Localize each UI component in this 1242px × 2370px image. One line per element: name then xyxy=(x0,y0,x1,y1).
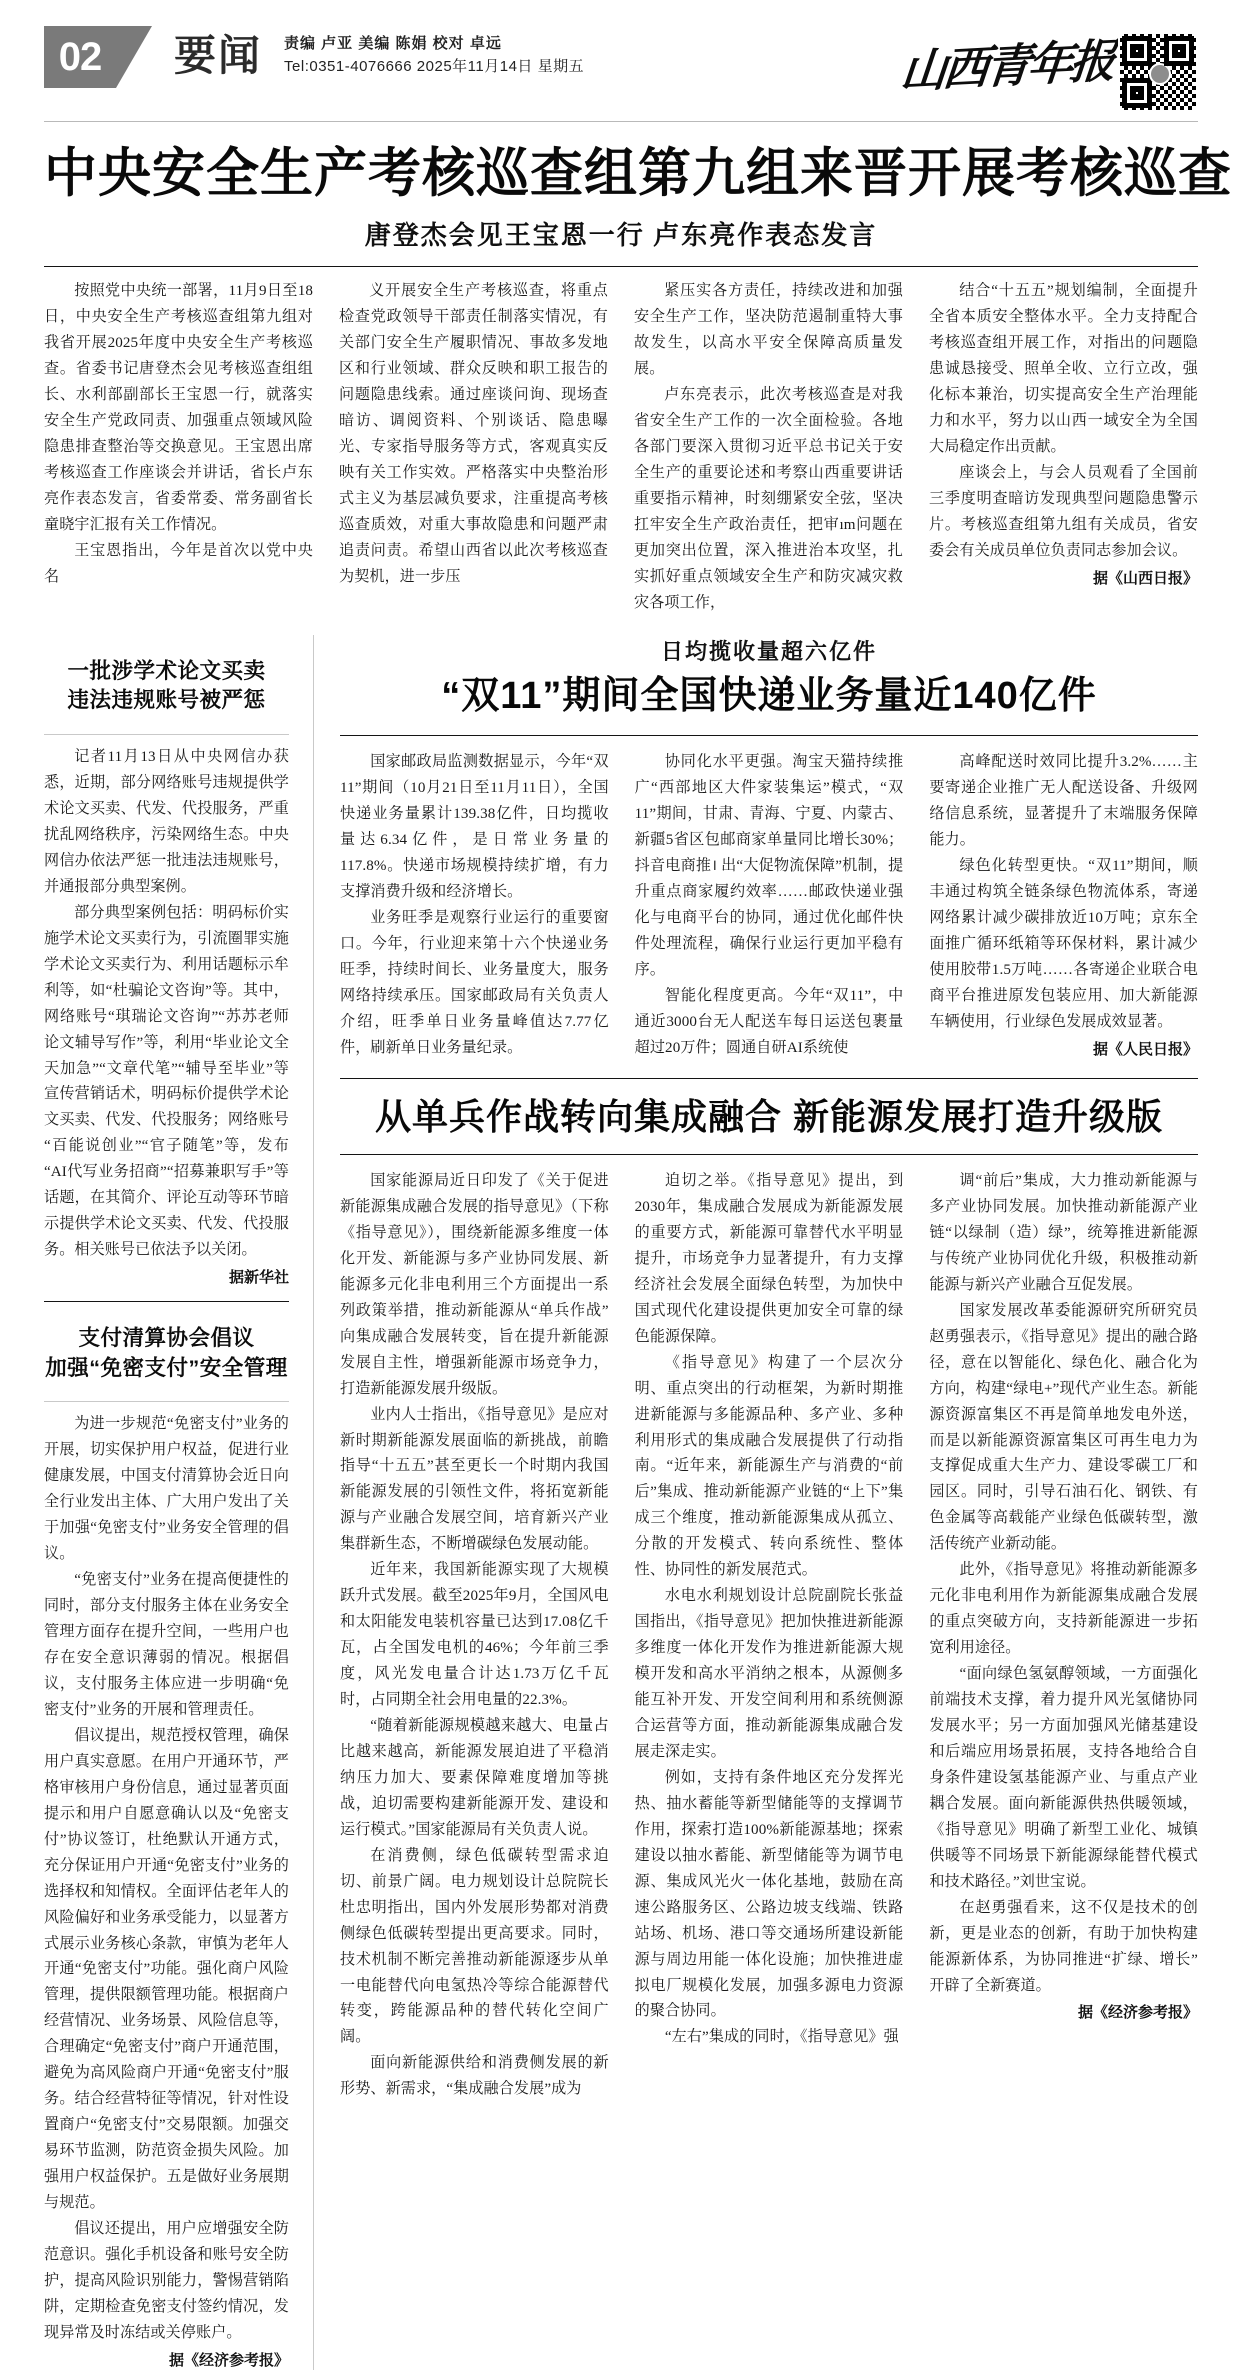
rail-story-1-headline-line-1: 一批涉学术论文买卖 xyxy=(67,658,266,683)
rail-story-1-headline xyxy=(44,657,289,716)
imprint-editors: 责编 卢亚 美编 陈娟 校对 卓远 xyxy=(284,35,502,52)
paragraph: 例如，支持有条件地区充分发挥光热、抽水蓄能等新型储能等的支撑调节作用，探索打造100%新能源基地；探索建设以抽水蓄能、新型储能等为调节电源、集成风光火一体化基地，鼓励在高速公路服务区、公路边坡支线端、铁路站场、机场、港口等交通场所建设新能源与周边用能一体化设施；加快推进虚拟电厂规模化发展，加强多源电力资源的聚合协同。 xyxy=(634,1769,904,2020)
paragraph: 近年来，我国新能源实现了大规模跃升式发展。截至2025年9月，全国风电和太阳能发电装机容量已达到17.08亿千瓦，占全国发电机的46%；今年前三季度，风光发电量合计达1.73万亿千瓦时，占同期全社会用电量的22.3%。 xyxy=(340,1562,609,1709)
paragraph: “面向绿色氢氨醇领域，一方面强化前端技术支撑，着力提升风光氢储协同发展水平；另一方面加强风光储基建设和后端应用场景拓展，支持各地给合自身条件建设氢基能源产业、与重点产业耦合发展。面向新能源供热供暖领域，《指导意见》明确了新型工业化、城镇供暖等不同场景下新能源绿能替代模式和技术路径。”刘世宝说。 xyxy=(929,1666,1198,1890)
left-rail xyxy=(44,635,314,2370)
paragraph: 绿色化转型更快。“双11”期间，顺丰通过构筑全链条绿色物流体系，寄递网络累计减少碳排放近10万吨；京东全面推广循环纸箱等环保材料，累计减少使用胶带1.5万吨……各寄递企业联合电商平台推进原发包装应用、加大新能源车辆使用，行业绿色发展成效显著。 xyxy=(929,858,1198,1030)
rail-story-2-headline-line-1: 支付清算协会倡议 xyxy=(78,1326,255,1351)
paragraph: 协同化水平更强。淘宝天猫持续推广“西部地区大件家装集运”模式，“双11”期间，甘肃、青海、宁夏、内蒙古、新疆5省区包邮商家单量同比增长30%；抖音电商推। 出“大促物流保障”机制，提升重点商家履约效率……邮政快递业强化与电商平台的协同，通过优化邮件快件处理流程，确保行业运行更加平稳有序。 xyxy=(634,754,904,978)
section-title: 要闻 xyxy=(174,34,263,80)
paragraph: “左右”集成的同时，《指导意见》强 xyxy=(664,2029,899,2046)
lead-source: 据《山西日报》 xyxy=(1092,570,1198,587)
bottom-column-2 xyxy=(635,1169,904,2103)
qr-code-icon[interactable] xyxy=(1118,32,1198,112)
bottom-column-1 xyxy=(340,1169,609,2103)
paragraph: 王宝恩指出，今年是首次以党中央名 xyxy=(44,542,313,585)
bottom-story-body xyxy=(340,1169,1198,2103)
qr-finder-bottom-left xyxy=(1122,78,1152,108)
imprint-contact-date: Tel:0351-4076666 2025年11月14日 星期五 xyxy=(284,58,585,76)
masthead-divider xyxy=(44,121,1198,122)
right-package xyxy=(340,635,1198,2370)
lower-section xyxy=(44,635,1198,2370)
center-story-divider xyxy=(340,735,1198,736)
paragraph: 卢东亮表示，此次考核巡查是对我省安全生产工作的一次全面检验。各地各部门要深入贯彻习近平总书记关于安全生产的重要论述和考察山西重要讲话重要指示精神，时刻绷紧安全弦，坚决扛牢安全生产政治责任，把审ım问题在更加突出位置，深入推进治本攻坚，扎实抓好重点领域安全生产和防灾减灾救灾各项工作， xyxy=(634,387,903,611)
paragraph: 倡议提出，规范授权管理，确保用户真实意愿。在用户开通环节，严格审核用户身份信息，通过显著页面提示和用户自愿意确认以及“免密支付”协议签订，杜绝默认开通方式，充分保证用户开通“免密支付”业务的选择权和知情权。全面评估老年人的风险偏好和业务承受能力，以显著方式展示业务核心条款，审慎为老年人开通“免密支付”功能。强化商户风险管理，提供限额管理功能。根据商户经营情况、业务场景、风险信息等，合理确定“免密支付”商户开通范围，避免为高风险商户开通“免密支付”服务。结合经营特征等情况，针对性设置商户“免密支付”交易限额。加强交易环节监测，防范资金损失风险。加强用户权益保护。五是做好业务展期与规范。 xyxy=(44,1727,289,2212)
paragraph: 水电水利规划设计总院副院长张益国指出，《指导意见》把加快推进新能源多维度一体化开发作为推进新能源大规模开发和高水平消纳之根本，从源侧多能互补开发、开发空间利用和系统侧源合运营等方面，推动新能源集成融合发展走深走实。 xyxy=(634,1588,904,1760)
paper-nameplate: 山西青年报 xyxy=(898,35,1115,98)
paragraph: 国家能源局近日印发了《关于促进新能源集成融合发展的指导意见》（下称《指导意见》），围绕新能源多维度一体化开发、新能源与多产业协同发展、新能源多元化非电利用三个方面提出一系列政策举措，推动新能源从“单兵作战”向集成融合发展转变，旨在提升新能源发展自主性，增强新能源市场竞争力，打造新能源发展升级版。 xyxy=(340,1172,609,1397)
paragraph: 倡议还提出，用户应增强安全防范意识。强化手机设备和账号安全防护，提高风险识别能力，警惕营销陷阱，定期检查免密支付签约情况，发现异常及时冻结或关停账户。 xyxy=(44,2220,289,2341)
center-column-3 xyxy=(929,750,1198,1061)
paragraph: 为进一步规范“免密支付”业务的开展，切实保护用户权益，促进行业健康发展，中国支付清算协会近日向全行业发出主体、广大用户发出了关于加强“免密支付”业务安全管理的倡议。 xyxy=(44,1416,289,1563)
rail-story-2-source: 据《经济参考报》 xyxy=(168,2352,289,2369)
page-number: 02 xyxy=(44,26,116,88)
newspaper-page xyxy=(0,26,1242,2369)
rail-story-2-body xyxy=(44,1412,289,2369)
paragraph: 记者11月13日从中央网信办获悉，近期，部分网络账号违规提供学术论文买卖、代发、代投服务，严重扰乱网络秩序，污染网络生态。中央网信办依法严惩一批违法违规账号，并通报部分典型案例。 xyxy=(44,749,289,895)
folio-triangle-decoration xyxy=(116,26,152,88)
paragraph: 结合“十五五”规划编制，全面提升全省本质安全整体水平。全力支持配合考核巡查组开展工作，对指出的问题隐患诚恳接受、照单全收、立行立改，强化标本兼治，切实提高安全生产治理能力和水平，努力以山西一域安全为全国大局稳定作出贡献。 xyxy=(929,283,1198,456)
paragraph: 面向新能源供给和消费侧发展的新形势、新需求，“集成融合发展”成为 xyxy=(340,2055,609,2098)
paragraph: 业务旺季是观察行业运行的重要窗口。今年，行业迎来第十六个快递业务旺季，持续时间长、业务量度大，服务网络持续承压。国家邮政局有关负责人介绍，旺季单日业务量峰值达7.77亿件，刷新单日业务量纪录。 xyxy=(340,910,609,1056)
bottom-story-headline: 从单兵作战转向集成融合 新能源发展打造升级版 xyxy=(374,1095,1163,1137)
paragraph: 部分典型案例包括：明码标价实施学术论文买卖行为，引流圈罪实施学术论文买卖行为、利用话题标示牟利等，如“杜骗论文咨询”等。其中，网络账号“琪瑞论文咨询”“苏苏老师论文辅导写作”等，利用“毕业论文全天加急”“文章代笔”“辅导至毕业”等宣传营销话术，明码标价提供学术论文买卖、代发、代投服务；网络账号“百能说创业”“官子随笔”等，发布“AI代写业务招商”“招募兼职写手”等话题，在其简介、评论互动等环节暗示提供学术论文买卖、代发、代投服务。相关账号已依法予以关闭。 xyxy=(44,904,289,1259)
paragraph: 在消费侧，绿色低碳转型需求迫切、前景广阔。电力规划设计总院院长杜忠明指出，国内外发展形势都对消费侧绿色低碳转型提出更高要求。同时，技术机制不断完善推动新能源逐步从单一电能替代向电氢热冷等综合能源替代转变，跨能源品种的替代转化空间广阔。 xyxy=(340,1847,609,2046)
paragraph: 座谈会上，与会人员观看了全国前三季度明查暗访发现典型问题隐患警示片。考核巡查组第九组有关成员，省安委会有关成员单位负责同志参加会议。 xyxy=(929,465,1198,559)
center-column-2 xyxy=(635,750,904,1061)
rail-story-1-headline-line-2: 违法违规账号被严惩 xyxy=(67,688,266,713)
paragraph: 义开展安全生产考核巡查，将重点检查党政领导干部责任制落实情况，有关部门安全生产履职情况、事故多发地区和行业领域、群众反映和职工报告的问题隐患线索。通过座谈问询、现场查暗访、调阅资料、个别谈话、隐患曝光、专家指导服务等方式，客观真实反映有关工作实效。严格落实中央整治形式主义为基层减负要求，注重提高考核巡查质效，对重大事故隐患和问题严肃追责问责。希望山西省以此次考核巡查为契机，进一步压 xyxy=(339,283,608,585)
rail-story-2-headline-line-2: 加强“免密支付”安全管理 xyxy=(45,1355,288,1380)
paragraph: 紧压实各方责任，持续改进和加强安全生产工作，坚决防范遏制重特大事故发生，以高水平安全保障高质量发展。 xyxy=(634,283,903,378)
lead-divider xyxy=(44,266,1198,267)
center-story-body xyxy=(340,750,1198,1061)
folio-block xyxy=(44,26,152,88)
paragraph: 智能化程度更高。今年“双11”，中通近3000台无人配送车每日运送包裹量超过20万件；圆通自研AI系统使 xyxy=(634,987,904,1056)
lead-story-header xyxy=(44,138,1232,267)
rail-story-1-body xyxy=(44,745,289,1287)
lead-column-2 xyxy=(339,279,608,616)
center-story-source: 据《人民日报》 xyxy=(1092,1041,1198,1058)
paragraph: 此外，《指导意见》将推动新能源多元化非电利用作为新能源集成融合发展的重点突破方向，支持新能源进一步拓宽利用途径。 xyxy=(929,1562,1198,1657)
bottom-story-divider xyxy=(340,1154,1198,1155)
paragraph: 业内人士指出，《指导意见》是应对新时期新能源发展面临的新挑战，前瞻指导“十五五”甚至更长一个时期内我国新能源发展的引领性文件，将拓宽新能源与产业融合发展空间，培育新兴产业集群新生态，不断增碳绿色发展动能。 xyxy=(340,1406,609,1553)
paragraph: 高峰配送时效同比提升3.2%……主要寄递企业推广无人配送设备、升级网络信息系统，显著提升了末端服务保障能力。 xyxy=(929,754,1198,849)
masthead xyxy=(44,26,1198,138)
lead-column-4 xyxy=(929,279,1198,616)
bottom-story-source: 据《经济参考报》 xyxy=(1077,2005,1198,2022)
lead-headline: 中央安全生产考核巡查组第九组来晋开展考核巡查 xyxy=(44,144,1232,203)
imprint-block xyxy=(284,26,584,79)
bottom-story-top-divider xyxy=(340,1078,1198,1079)
paragraph: 在赵勇强看来，这不仅是技术的创新，更是业态的创新，有助于加快构建能源新体系，为协同推进“扩绿、增长”开辟了全新赛道。 xyxy=(929,1899,1198,1994)
lead-subheadline: 唐登杰会见王宝恩一行 卢东亮作表态发言 xyxy=(364,221,878,251)
center-story-header xyxy=(340,635,1198,720)
paragraph: 按照党中央统一部署，11月9日至18日，中央安全生产考核巡查组第九组对我省开展2025年度中央安全生产考核巡查。省委书记唐登杰会见考核巡查组组长、水利部副部长王宝恩一行，就落实安全生产党政同责、加强重点领域风险隐患排查整治等交换意见。王宝恩出席考核巡查工作座谈会并讲话，省长卢东亮作表态发言，省委常委、常务副省长童晓宇汇报有关工作情况。 xyxy=(44,283,313,533)
center-story-kicker: 日均揽收量超六亿件 xyxy=(660,638,877,664)
lead-column-1 xyxy=(44,279,313,616)
paragraph: “免密支付”业务在提高便捷性的同时，部分支付服务主体在业务安全管理方面存在提升空间，一些用户也存在安全意识薄弱的情况。根据倡议，支付服务主体应进一步明确“免密支付”业务的开展和管理责任。 xyxy=(44,1572,289,1718)
lead-column-3 xyxy=(634,279,903,616)
rail-rule-1 xyxy=(44,734,289,735)
paragraph: “随着新能源规模越来越大、电量占比越来越高，新能源发展迫进了平稳消纳压力加大、要素保障难度增加等挑战，迫切需要构建新能源开发、建设和运行模式。”国家能源局有关负责人说。 xyxy=(340,1717,609,1838)
paragraph: 国家邮政局监测数据显示，今年“双11”期间（10月21日至11月11日），全国快递业务量累计139.38亿件，日均揽收量达6.34亿件，是日常业务量的117.8%。快递市场规模持续扩增，有力支撑消费升级和经济增长。 xyxy=(340,754,609,901)
paragraph: 《指导意见》构建了一个层次分明、重点突出的行动框架，为新时期推进新能源与多能源品种、多产业、多种利用形式的集成融合发展提供了行动指南。“近年来，新能源生产与消费的“前后”集成、推动新能源产业链的“上下”集成三个维度，推动新能源集成从孤立、分散的开发模式、转向系统性、整体性、协同性的新发展范式。 xyxy=(634,1354,904,1579)
paragraph: 调“前后”集成，大力推动新能源与多产业协同发展。加快推动新能源产业链“以绿制（造）绿”，统筹推进新能源与传统产业协同优化升级，积极推动新能源与新兴产业融合互促发展。 xyxy=(929,1172,1198,1293)
rail-divider xyxy=(44,1301,289,1302)
bottom-column-3 xyxy=(929,1169,1198,2103)
paragraph: 迫切之举。《指导意见》提出，到2030年，集成融合发展成为新能源发展的重要方式，新能源可靠替代水平明显提升，市场竞争力显著提升，有力支撑经济社会发展全面绿色转型，为加快中国式现代化建设提供更加安全可靠的绿色能源保障。 xyxy=(634,1172,904,1345)
masthead-brand-block xyxy=(898,26,1198,112)
lead-story-body xyxy=(44,279,1198,616)
rail-story-2-headline xyxy=(44,1324,289,1383)
paragraph: 国家发展改革委能源研究所研究员赵勇强表示，《指导意见》提出的融合路径，意在以智能化、绿色化、融合化为方向，构建“绿电+”现代产业生态。新能源资源富集区不再是简单地发电外送，而是以新能源资源富集区可再生电力为支撑促成重大生产力、建设零碳工厂和园区。同时，引导石油石化、钢铁、有色金属等高载能产业绿色低碳转型，激活传统产业新动能。 xyxy=(929,1302,1198,1553)
center-story-headline: “双11”期间全国快递业务量近140亿件 xyxy=(441,674,1097,717)
qr-center-logo xyxy=(1149,63,1171,85)
center-column-1 xyxy=(340,750,609,1061)
rail-story-1-source: 据新华社 xyxy=(228,1270,289,1287)
rail-rule-2 xyxy=(44,1401,289,1402)
